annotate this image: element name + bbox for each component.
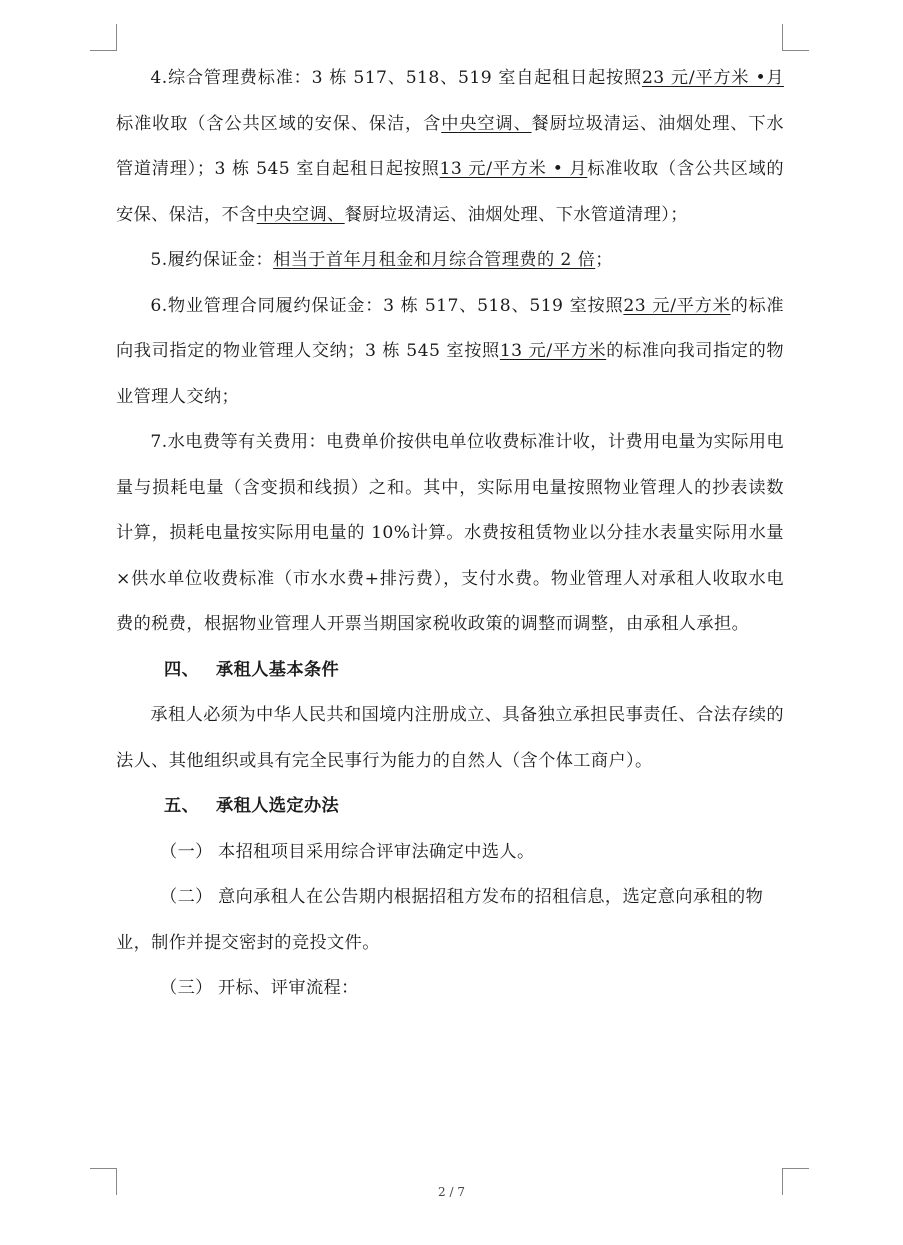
list-item-text: 开标、评审流程： xyxy=(218,978,359,998)
section-heading-5 xyxy=(116,784,784,830)
paragraph-tenant-conditions: 承租人必须为中华人民共和国境内注册成立、具备独立承担民事责任、合法存续的法人、其他组织或具有完全民事行为能力的自然人（含个体工商户）。 xyxy=(116,705,784,771)
text-segment: ； xyxy=(595,250,613,270)
page-number: 2 / 7 xyxy=(438,1185,465,1199)
underlined-rate: 23 元/平方米 xyxy=(623,295,731,316)
paragraph-utilities: 7.水电费等有关费用：电费单价按供电单位收费标准计收，计费用电量为实际用电量与损耗电量（含变损和线损）之和。其中，实际用电量按照物业管理人的抄表读数计算，损耗电量按实际用电量的 10%计算。水费按租赁物业以分挂水表量实际用水量×供水单位收费标准（市水水费+排污费），支付水费。物业管理人对承租人收取水电费的税费，根据物业管理人开票当期国家税收政策的调整而调整，由承租人承担。 xyxy=(116,432,784,634)
list-item xyxy=(116,966,784,1012)
list-item-label: （三） xyxy=(160,978,213,998)
section-title: 承租人基本条件 xyxy=(216,659,340,680)
underlined-amount: 相当于首年月租金和月综合管理费的 2 倍 xyxy=(273,250,596,270)
list-item xyxy=(116,875,784,966)
underlined-term: 中央空调、 xyxy=(441,113,532,134)
text-segment: 餐厨垃圾清运、油烟处理、下水管道清理）；3 栋 545 室自起租日起按照 xyxy=(116,113,784,179)
text-segment: 餐厨垃圾清运、油烟处理、下水管道清理）； xyxy=(344,204,688,225)
underlined-rate: 23 元/平方米 •月 xyxy=(641,68,784,88)
text-segment: 5.履约保证金： xyxy=(150,250,274,270)
section-heading-4 xyxy=(116,648,784,694)
section-number: 四、 xyxy=(164,659,200,680)
list-item-text: 本招租项目采用综合评审法确定中选人。 xyxy=(218,841,535,862)
text-segment: 的标准向我司指定的物业管理人交纳；3 栋 545 室按照 xyxy=(116,295,785,361)
section-number: 五、 xyxy=(164,796,200,816)
list-item-label: （二） xyxy=(160,887,213,907)
text-segment: 标准收取（含公共区域的安保、保洁，含 xyxy=(116,113,442,134)
text-segment: 标准收取（含公共区域的安保、保洁，不含 xyxy=(116,159,784,225)
paragraph-performance-bond xyxy=(116,238,784,284)
list-item-label: （一） xyxy=(160,841,213,862)
list-item xyxy=(116,830,784,876)
list-item-text: 意向承租人在公告期内根据招租方发布的招租信息，选定意向承租的物业，制作并提交密封的竞投文件。 xyxy=(116,887,764,953)
text-segment: 的标准向我司指定的物业管理人交纳； xyxy=(116,341,784,407)
crop-mark-top-right xyxy=(782,24,809,51)
section-title: 承租人选定办法 xyxy=(216,796,340,816)
underlined-rate: 13 元/平方米 xyxy=(499,341,607,361)
text-segment: 6.物业管理合同履约保证金：3 栋 517、518、519 室按照 xyxy=(150,295,624,316)
crop-mark-top-left xyxy=(90,24,117,51)
document-body xyxy=(116,56,784,1012)
underlined-term: 中央空调、 xyxy=(256,204,345,225)
paragraph-property-bond xyxy=(116,284,784,421)
text-segment: 4.综合管理费标准：3 栋 517、518、519 室自起租日起按照 xyxy=(150,68,642,88)
paragraph-management-fee xyxy=(116,56,784,238)
underlined-rate: 13 元/平方米 • 月 xyxy=(439,159,588,179)
